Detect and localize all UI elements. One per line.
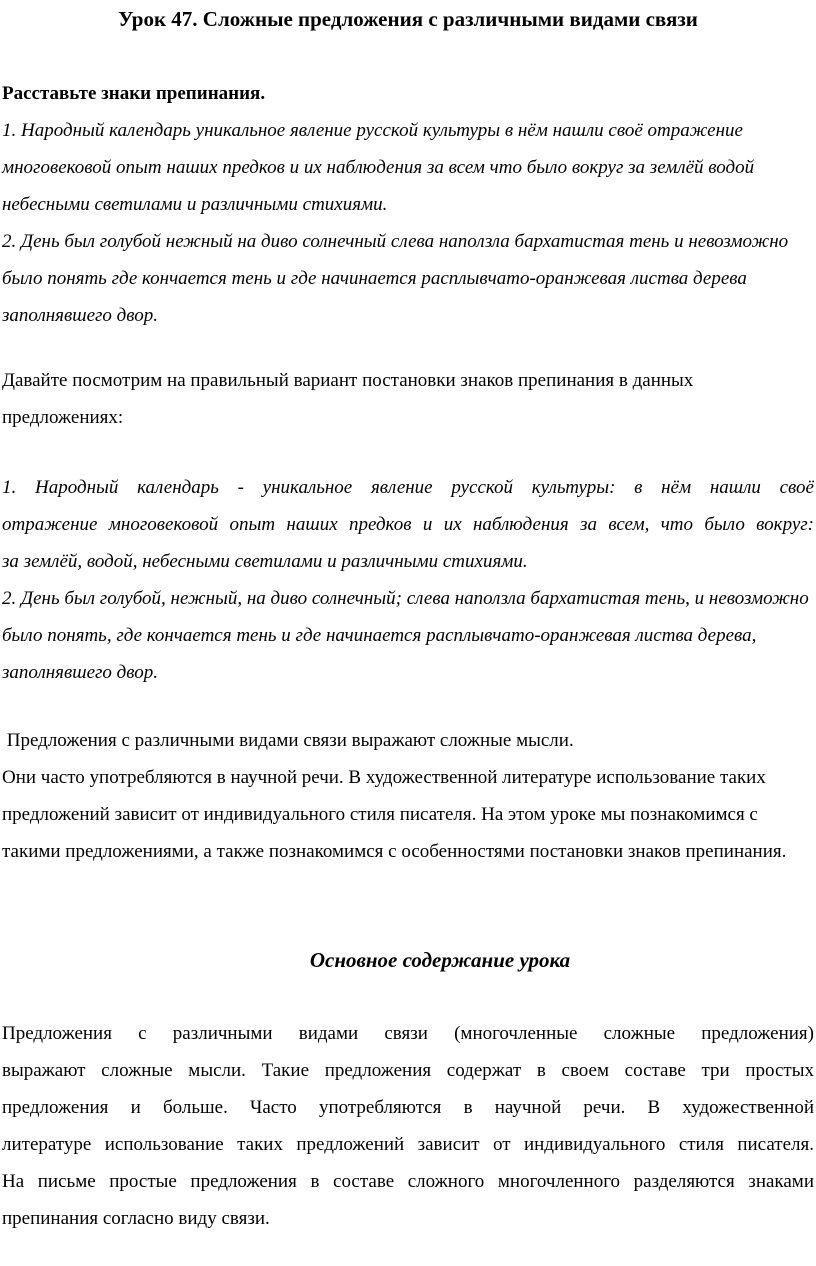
answer-section <box>2 469 814 691</box>
main-paragraph-line: выражают сложные мысли. Такие предложения содержат в своем составе три простых <box>2 1060 814 1081</box>
main-paragraph-line: Предложения с различными видами связи (многочленные сложные предложения) <box>2 1023 814 1044</box>
exercise-section <box>2 75 814 334</box>
answer-intro <box>2 362 814 436</box>
page-title: Урок 47. Сложные предложения с различными видами связи <box>118 7 698 31</box>
intro-paragraph-first-line: Предложения с различными видами связи выражают сложные мысли. <box>2 730 574 751</box>
answer-sentence-1-line: отражение многовековой опыт наших предков и их наблюдения за всем, что было вокруг: <box>2 514 814 535</box>
main-paragraph-line: предложения и больше. Часто употребляются в научной речи. В художественной <box>2 1097 814 1118</box>
answer-sentence-1-line: за землёй, водой, небесными светилами и различными стихиями. <box>2 551 528 572</box>
answer-sentence-1-line: 1. Народный календарь - уникальное явление русской культуры: в нём нашли своё <box>2 477 814 498</box>
exercise-heading: Расставьте знаки препинания. <box>2 83 266 104</box>
answer-sentence-2: 2. День был голубой, нежный, на диво солнечный; слева наползла бархатистая тень, и невозможно было понять, где кончается тень и где начинается расплывчато-оранжевая листва дерева, заполнявшего двор. <box>2 588 809 683</box>
answer-intro-text: Давайте посмотрим на правильный вариант постановки знаков препинания в данных предложениях: <box>2 370 694 428</box>
intro-paragraph-text: Они часто употребляются в научной речи. В художественной литературе использование таких предложений зависит от индивидуального стиля писателя. На этом уроке мы познакомимся с такими предложениями, а также познакомимся с особенностями постановки знаков препинания. <box>2 767 787 862</box>
main-paragraph-line: литературе использование таких предложений зависит от индивидуального стиля писателя. <box>2 1134 814 1155</box>
answer-sentence-1 <box>2 469 814 580</box>
main-paragraph-text <box>2 1015 814 1237</box>
main-content-heading: Основное содержание урока <box>309 948 571 972</box>
main-paragraph <box>2 1015 814 1237</box>
exercise-sentence-2: 2. День был голубой нежный на диво солнечный слева наползла бархатистая тень и невозможно было понять где кончается тень и где начинается расплывчато-оранжевая листва дерева заполнявшего двор. <box>2 231 789 326</box>
main-paragraph-line: На письме простые предложения в составе сложного многочленного разделяются знаками <box>2 1171 814 1192</box>
intro-paragraph <box>2 722 814 870</box>
main-paragraph-line: препинания согласно виду связи. <box>2 1208 270 1229</box>
exercise-sentence-1: 1. Народный календарь уникальное явление русской культуры в нём нашли своё отражение многовековой опыт наших предков и их наблюдения за всем что было вокруг за землёй водой небесными светилами и различными стихиями. <box>2 120 755 215</box>
